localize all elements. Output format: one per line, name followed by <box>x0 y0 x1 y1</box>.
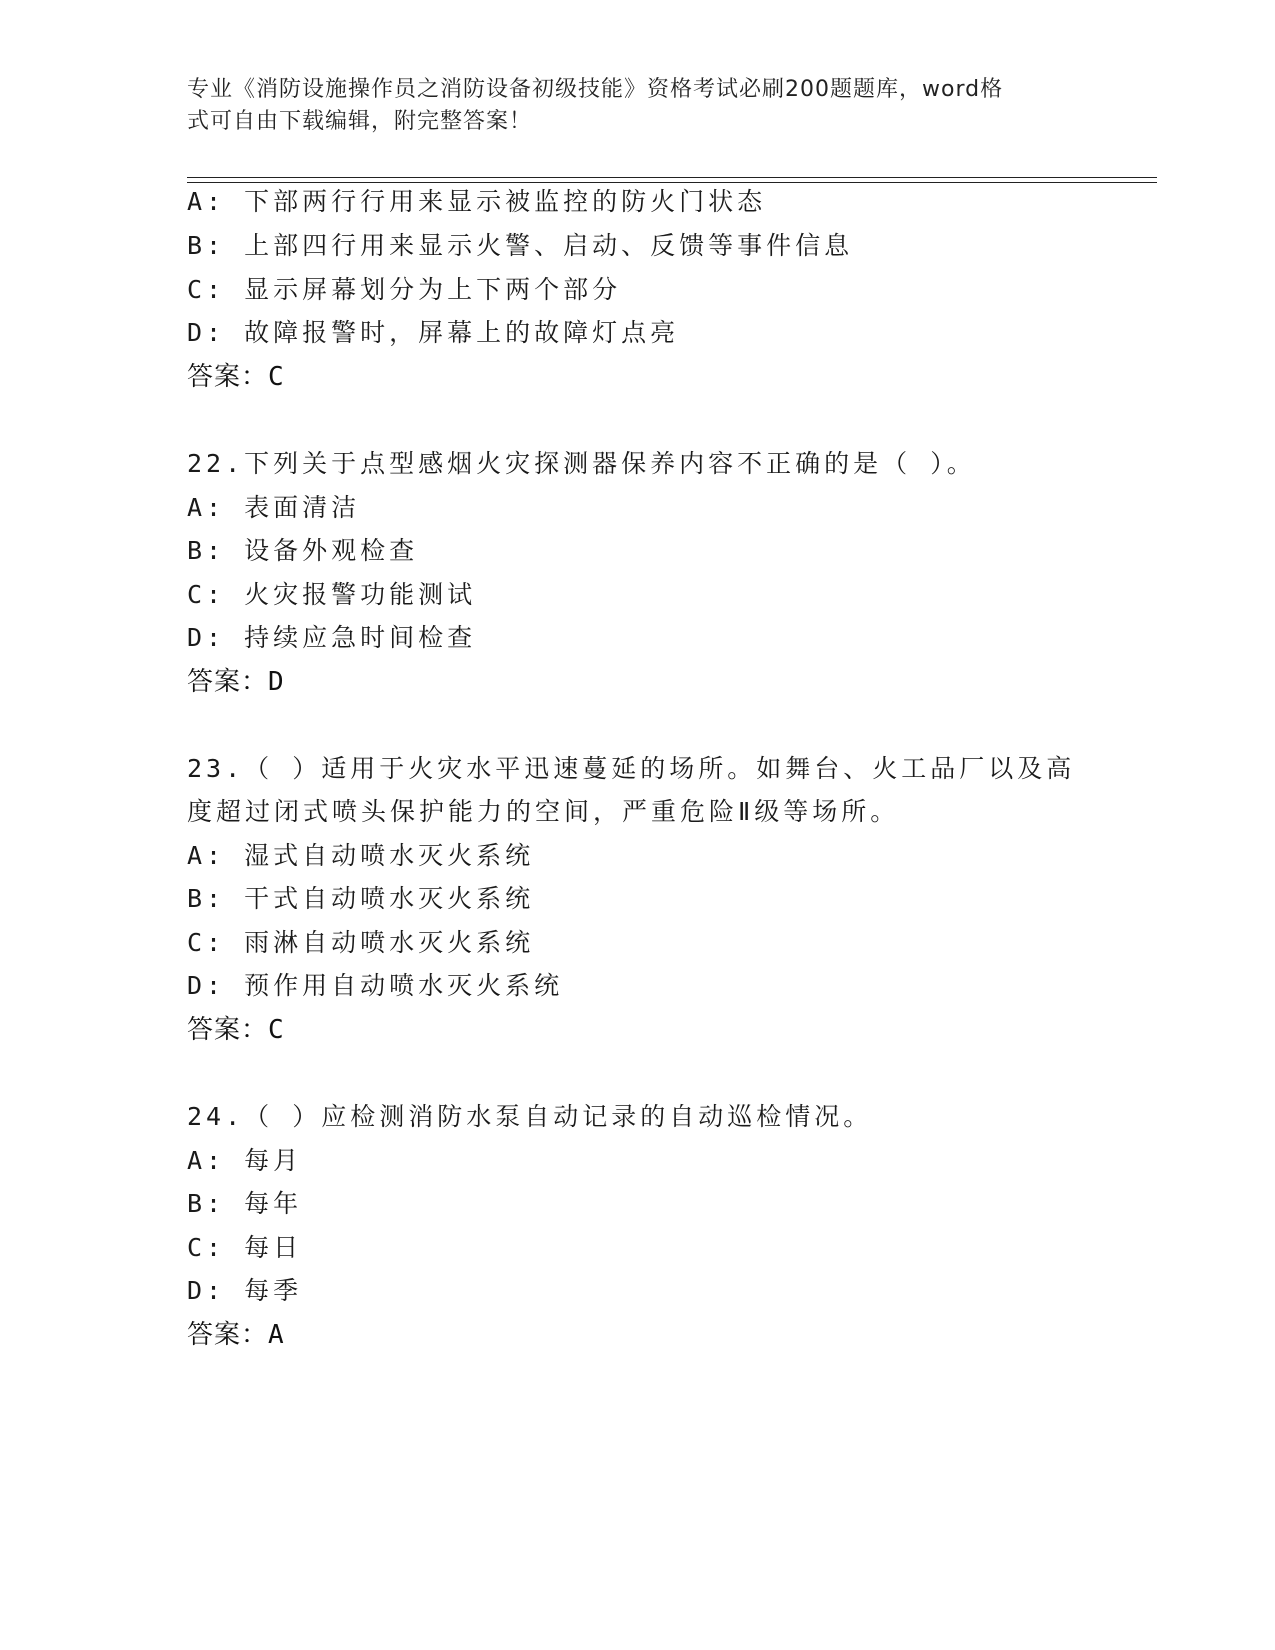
answer-line <box>187 361 285 393</box>
option-a: A: 湿式自动喷水灭火系统 <box>187 841 535 870</box>
option-a: A: 每月 <box>187 1146 303 1175</box>
option-a: A: 表面清洁 <box>187 493 361 522</box>
answer-line <box>187 1014 285 1046</box>
answer-value: C <box>268 362 285 392</box>
option-a: A: 下部两行行用来显示被监控的防火门状态 <box>187 187 767 216</box>
option-b: B: 设备外观检查 <box>187 536 419 565</box>
option-c: C: 每日 <box>187 1233 303 1262</box>
option-b: B: 上部四行用来显示火警、启动、反馈等事件信息 <box>187 231 854 260</box>
option-b: B: 干式自动喷水灭火系统 <box>187 884 535 913</box>
document-header <box>187 74 1067 138</box>
answer-label: 答案： <box>187 667 269 697</box>
answer-label: 答案： <box>187 1015 269 1045</box>
option-c: C: 显示屏幕划分为上下两个部分 <box>187 275 622 304</box>
answer-label: 答案： <box>187 1320 269 1350</box>
answer-line <box>187 666 285 698</box>
option-c: C: 火灾报警功能测试 <box>187 580 477 609</box>
header-line-1: 专业《消防设施操作员之消防设备初级技能》资格考试必刷200题题库，word格 <box>187 77 1004 102</box>
option-d: D: 故障报警时，屏幕上的故障灯点亮 <box>187 318 680 347</box>
answer-value: C <box>268 1015 285 1045</box>
answer-line <box>187 1319 285 1351</box>
option-d: D: 每季 <box>187 1276 303 1305</box>
answer-value: D <box>268 667 285 697</box>
header-line-2: 式可自由下载编辑，附完整答案！ <box>187 109 533 134</box>
question-stem-line-2: 度超过闭式喷头保护能力的空间，严重危险Ⅱ级等场所。 <box>187 797 900 826</box>
answer-label: 答案： <box>187 362 269 392</box>
header-divider-bottom <box>187 182 1157 183</box>
question-stem: 24.（ ）应检测消防水泵自动记录的自动巡检情况。 <box>187 1102 873 1131</box>
option-d: D: 预作用自动喷水灭火系统 <box>187 971 564 1000</box>
question-stem-line-1: 23.（ ）适用于火灾水平迅速蔓延的场所。如舞台、火工品厂以及高 <box>187 754 1076 783</box>
option-b: B: 每年 <box>187 1189 303 1218</box>
option-d: D: 持续应急时间检查 <box>187 623 477 652</box>
answer-value: A <box>268 1320 285 1350</box>
option-c: C: 雨淋自动喷水灭火系统 <box>187 928 535 957</box>
question-stem: 22.下列关于点型感烟火灾探测器保养内容不正确的是（ ）。 <box>187 449 976 478</box>
header-divider-top <box>187 177 1157 178</box>
